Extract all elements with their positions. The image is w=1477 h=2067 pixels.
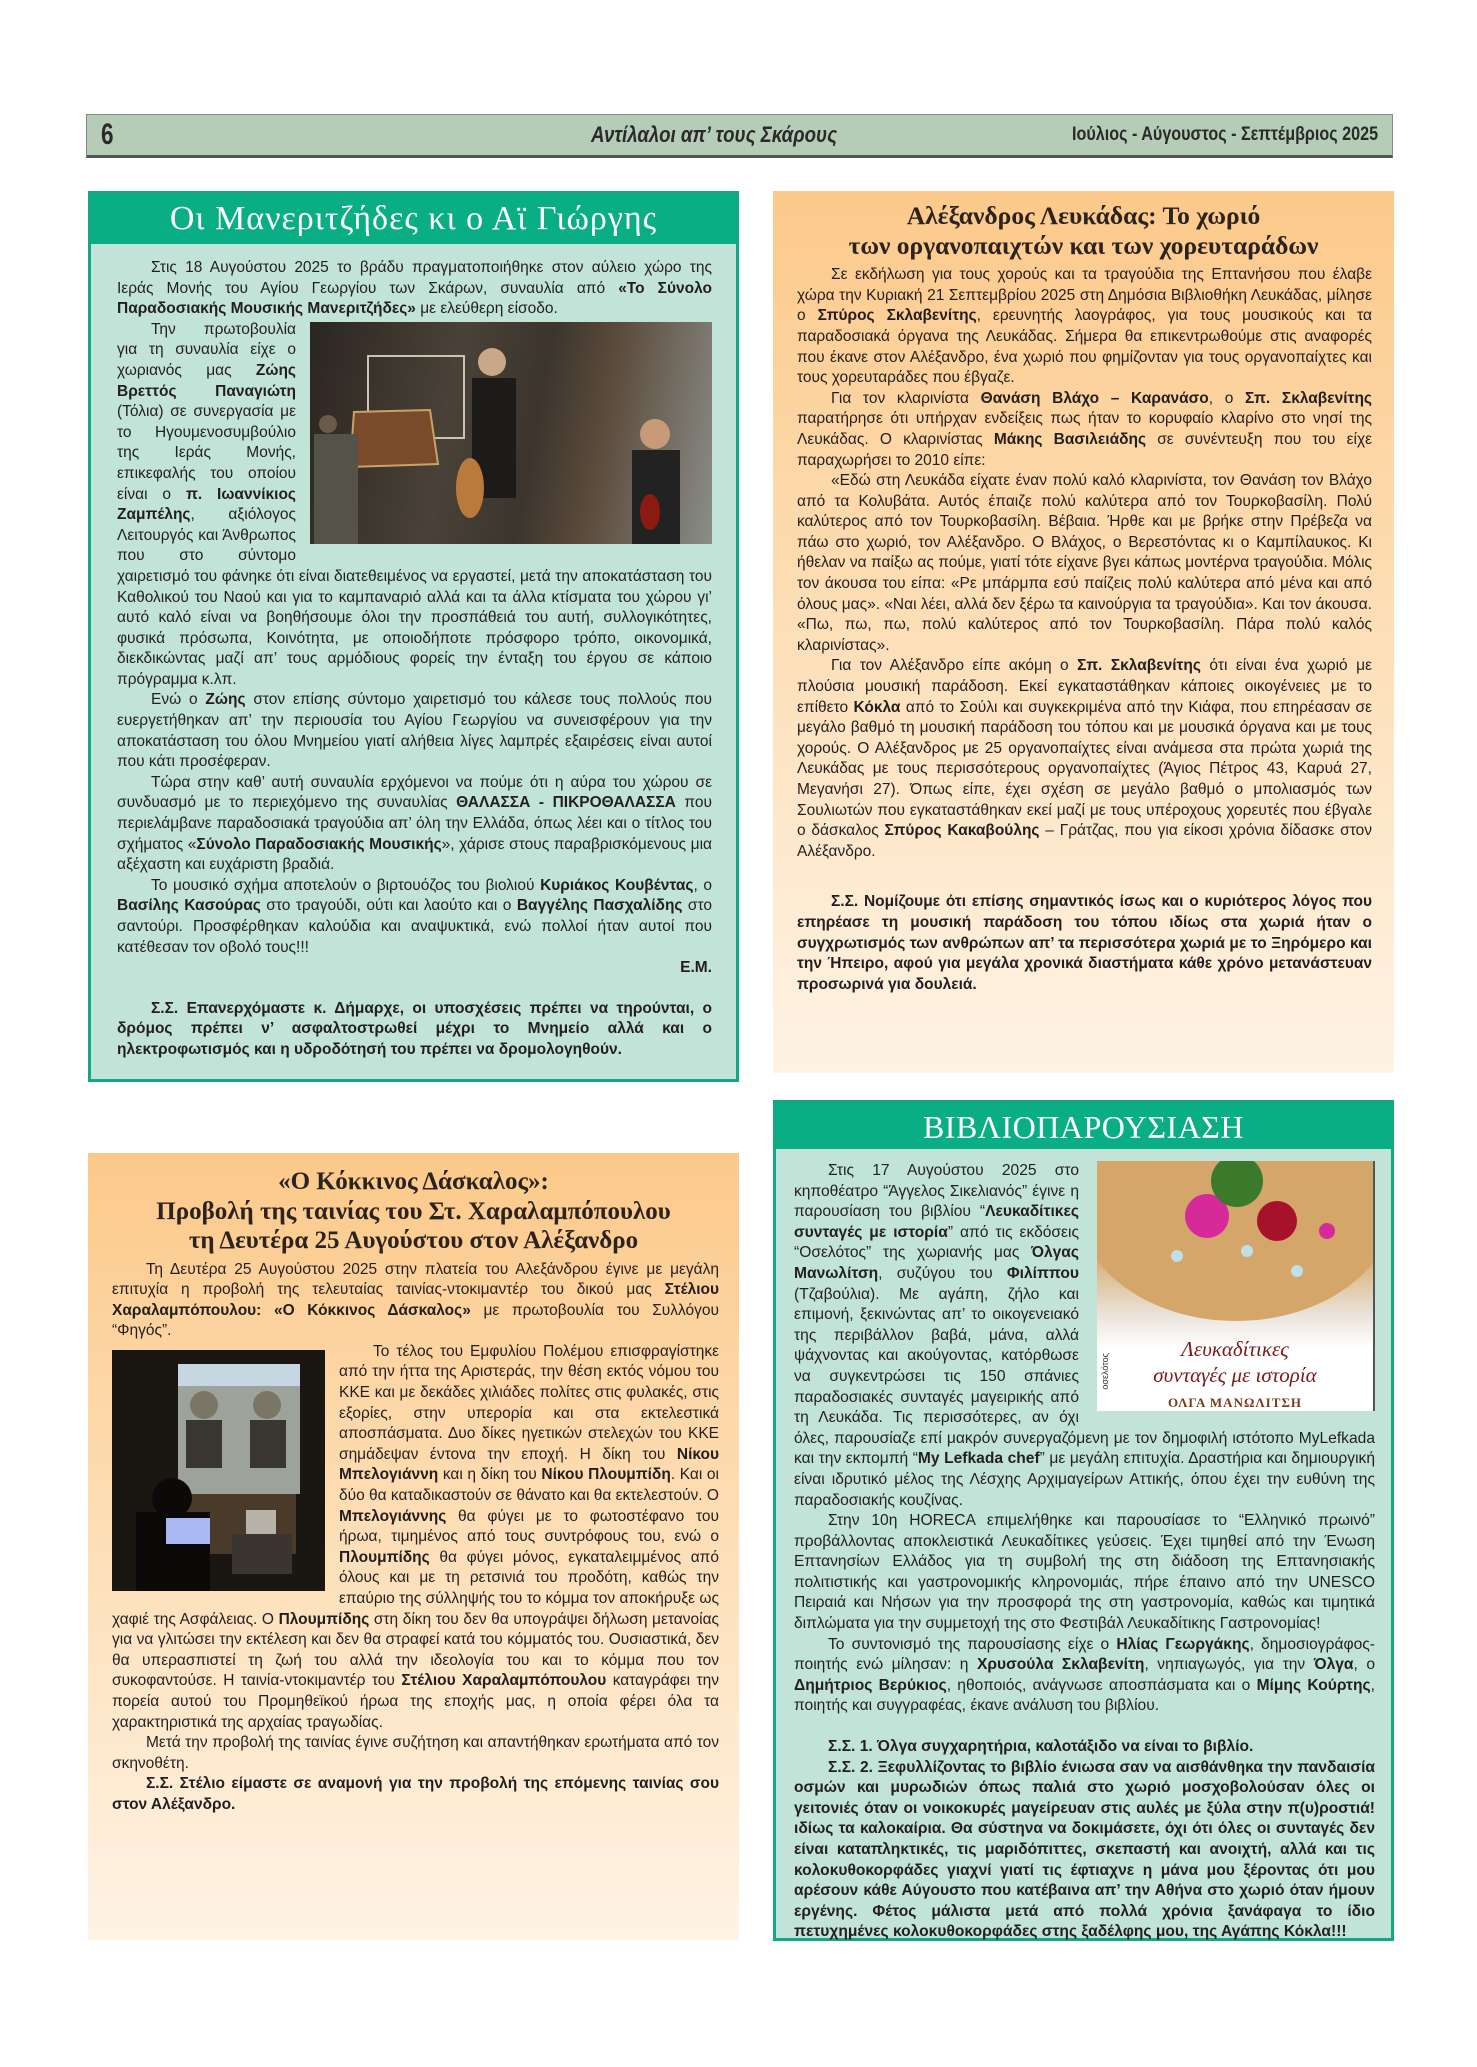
article-title: Οι Μανεριτζήδες κι ο Αϊ Γιώργης xyxy=(91,194,736,244)
editor-note: Σ.Σ. Επανερχόμαστε κ. Δήμαρχε, οι υποσχέσεις πρέπει να τηρούνται, ο δρόμος πρέπει ν’ ασφαλτοστρωθεί μέχρι το Μνημείο αλλά και ο ηλεκτροφωτισμός και η υδροδότησή του πρέπει να δρομολογηθούν. xyxy=(117,999,712,1058)
paragraph: Στις 18 Αυγούστου 2025 το βράδυ πραγματοποιήθηκε στον αύλειο χώρο της Ιεράς Μονής του Αγίου Γεωργίου των Σκάρων, συναυλία από «Το Σύνολο Παραδοσιακής Μουσικής Μανεριτζήδες» με ελεύθερη είσοδο. xyxy=(117,259,712,318)
article-maneritzides xyxy=(88,191,739,1082)
paragraph: Ενώ ο Ζώης στον επίσης σύντομο χαιρετισμό του κάλεσε τους πολλούς που ευεργετήθηκαν απ’ την περιουσία του Αγίου Γεωργίου να συνεισφέρουν για την αποκατάσταση του όλου Μνημείου γιατί αλήθεια λίγες λαμπρές εξαιρέσεις είναι αυτοί που κάτι προσέφεραν. xyxy=(117,691,712,771)
book-cover xyxy=(1097,1161,1375,1411)
article-kokkinos-daskalos xyxy=(88,1153,739,1940)
paragraph: Το μουσικό σχήμα αποτελούν ο βιρτουόζος του βιολιού Κυριάκος Κουβέντας, ο Βασίλης Κασούρας στο τραγούδι, ούτι και λαούτο και ο Βαγγέλης Πασχαλίδης στο σαντούρι. Προσφέρθηκαν καλούδια και αναψυκτικά, ενώ πολλοί ήταν αυτοί που κατέθεσαν τον οβολό τους!!! xyxy=(117,876,713,956)
editor-note: Σ.Σ. 1. Όλγα συγχαρητήρια, καλοτάξιδο να είναι το βιβλίο. xyxy=(828,1738,1254,1756)
book-author: ΟΛΓΑ ΜΑΝΩΛΙΤΣΗ xyxy=(1167,1395,1303,1410)
book-title-line: Λευκαδίτικες xyxy=(1181,1337,1289,1361)
publication-title: Αντίλαλοι απ’ τους Σκάρους xyxy=(591,122,838,147)
paragraph: Για τον Αλέξανδρο είπε ακόμη ο Σπ. Σκλαβενίτης ότι είναι ένα χωριό με πλούσια μουσική παράδοση. Εκεί εγκαταστάθηκαν κάποιες οικογένειες με το επίθετο Κόκλα από το Σούλι και συγκεκριμένα από την Κιάφα, που επηρέασαν σε μεγάλο βαθμό τη μουσική παράδοση του τόπου και με μουσικά όργανα και με τους χορούς. Ο Αλέξανδρος με 25 οργανοπαίχτες είναι ανάμεσα στα πρώτα χωριά της Λευκάδας με τους περισσότερους οργανοπαίχτες (Άγιος Πέτρος 43, Καρυά 27, Μεγανήσι 27). Όπως είπε, έχει σχέση σε μεγάλο βαθμό ο μπολιασμός των Σουλιωτών που εγκαταστάθηκαν εκεί μαζί με τους υπέροχους χορευτές που έβγαλε ο δάσκαλος Σπύρος Κακαβούλης – Γράτζας, που για είκοσι χρόνια δίδασκε στον Αλέξανδρο. xyxy=(797,657,1372,860)
publisher-logo: οσελότος xyxy=(1100,1353,1110,1390)
author-signature: Ε.Μ. xyxy=(680,959,712,977)
article-alexandros-lefkadas xyxy=(773,191,1394,1073)
quote-paragraph: «Εδώ στη Λευκάδα είχατε έναν πολύ καλό κλαρινίστα, τον Θανάση τον Βλάχο από τα Κολυβάτα. Αυτός έπαιζε πολύ καλύτερα από τον Τουρκοβασίλη. Πολύ καλύτερος από τον Τουρκοβασίλη. Βέβαια. Ήρθε και με βρήκε στην Πρέβεζα να πάω στο χωριό, τον Αλέξανδρο. Ο Βλάχος, ο Βερεστόντας κι ο Καμπίλαυκος. Κι ήθελαν να παίξω ας πούμε, γιατί τότε είχανε βγει κάπως μοντέρνα τραγούδια. Μόλις τον άκουσα του είπα: «Ρε μπάρμπα εσύ παίζεις πολύ καλύτερα από μένα και από όλους μας». «Ναι λέει, αλλά δεν ξέρω τα καινούργια τα τραγούδια». Και τον άκουσα. «Πω, πω, πω, πολύ καλύτερος από τον Τουρκοβασίλη. Πάρα πολύ καλός κλαρινίστας». xyxy=(797,472,1372,654)
paragraph: Το συντονισμό της παρουσίασης είχε ο Ηλίας Γεωργάκης, δημοσιογράφος-ποιητής ενώ μίλησαν: η Χρυσούλα Σκλαβενίτη, νηπιαγωγός, για την Όλγα, ο Δημήτριος Βερύκιος, ηθοποιός, ανάγνωσε αποσπάσματα και ο Μίμης Κούρτης, ποιητής και συγγραφέας, έκανε ανάλυση του βιβλίου. xyxy=(794,1635,1376,1715)
page-number: 6 xyxy=(101,118,114,151)
editor-note: Σ.Σ. Νομίζουμε ότι επίσης σημαντικός ίσως και ο κυριότερος λόγος που επηρέασε τη μουσική παράδοση του τόπου ιδίως στα χωριά ήταν ο συγχρωτισμός των ανθρώπων απ’ τα περισσότερα χωριά με το Ξηρόμερο και την Ήπειρο, αφού για μεγάλα χρονικά διαστήματα κάθε χρόνο μετανάστευαν προσωρινά για δουλειά. xyxy=(797,893,1372,993)
paragraph: Το τέλος του Εμφυλίου Πολέμου επισφραγίστηκε από την ήττα της Αριστεράς, την θέση εκτός νόμου του ΚΚΕ και με δεκάδες χιλιάδες πολίτες στις φυλακές, στις εξορίες, στην υπερορία και στα εκτελεστικά αποσπάσματα. Δυο δίκες ηγετικών στελεχών του ΚΚΕ σημάδεψαν έντονα την εποχή. Η δίκη του Νίκου Μπελογιάννη και η δίκη του Νίκου Πλουμπίδη. Και οι δύο θα καταδικαστούν σε θάνατο και θα εκτελεστούν. Ο Μπελογιάννης θα φύγει με το φωτοστέφανο του ήρωα, τιμημένος από τους συντρόφους του, ενώ ο Πλουμπίδης θα φύγει μόνος, εγκαταλειμμένος από όλους και με τη ρετσινιά του προδότη, καθώς την επαύριο της σύλληψής του το κόμμα τον αποκήρυξε ως χαφιέ της Ασφάλειας. Ο Πλουμπίδης στη δίκη του δεν θα υπογράψει δήλωση μετανοίας για να γλιτώσει την εκτέλεση και δεν θα στραφεί κατά του κόμματός του. Ουσιαστικά, δεν θα υπερασπιστεί τη ζωή του αλλά την ιδεολογία του και το κόμμα που τον συκοφαντούσε. Η ταινία-ντοκιμαντέρ του Στέλιου Χαραλαμπόπουλου καταγράφει την πορεία αυτού του Προμηθεϊκού ήρωα της εποχής μας, η οποία φέρει όλα τα χαρακτηριστικά της αρχαίας τραγωδίας. xyxy=(112,1342,719,1731)
article-book-presentation xyxy=(773,1100,1394,1941)
screening-photo xyxy=(112,1350,325,1591)
issue-date: Ιούλιος - Αύγουστος - Σεπτέμβριος 2025 xyxy=(1071,124,1378,145)
article-title-line: Προβολή της ταινίας του Στ. Χαραλαμπόπουλου xyxy=(156,1197,671,1225)
paragraph: Τη Δευτέρα 25 Αυγούστου 2025 στην πλατεία του Αλεξάνδρου έγινε με μεγάλη επιτυχία η προβολή της τελευταίας ταινίας-ντοκιμαντέρ του δικού μας Στέλιου Χαραλαμπόπουλου: «Ο Κόκκινος Δάσκαλος» με πρωτοβουλία του Συλλόγου “Φηγός”. xyxy=(112,1260,719,1340)
paragraph: Για τον κλαρινίστα Θανάση Βλάχο – Καρανάσο, ο Σπ. Σκλαβενίτης παρατήρησε ότι υπήρχαν ενδείξεις πως ήταν το κορυφαίο κλαρίνο στο νησί της Λευκάδας. Ο κλαρινίστας Μάκης Βασιλειάδης σε συνέντευξη που του είχε παραχωρήσει το 2010 είπε: xyxy=(797,389,1372,469)
editor-note: Σ.Σ. Στέλιο είμαστε σε αναμονή για την προβολή της επόμενης ταινίας σου στον Αλέξανδρο. xyxy=(112,1775,719,1813)
editor-note: Σ.Σ. 2. Ξεφυλλίζοντας το βιβλίο ένιωσα σαν να αισθάνθηκα την πανδαισία οσμών και μυρωδιών όπως παλιά στο χωριό μοσχοβολούσαν όλες οι γειτονιές όταν οι νοικοκυρές μαγείρευαν στις αυλές με ξύλα στην π(υ)ροστιά! ιδίως τα καλοκαίρια. Θα σύστηνα να δοκιμάσετε, όχι ότι όλες οι συνταγές δεν είναι καταπληκτικές, τις μαριδόπιττες, σκεπαστή και ανοιχτή, αλλά και τις κολοκυθοκορφάδες γιαχνί γιατί τις έφτιαχνε η μάνα μου ξέροντας ότι μου αρέσουν κάθε Αύγουστο που κατέβαινα απ’ την Αθήνα στο χωριό όταν ήμουν εργένης. Φέτος μάλιστα μετά από πολλά χρόνια ξανάφαγα το ίδιο πετυχημένες κολοκυθοκορφάδες στης ξαδέλφης μου, της Αγάπης Κόκλα!!! xyxy=(794,1758,1375,1941)
musicians-photo xyxy=(310,322,712,544)
page-header xyxy=(86,114,1393,158)
paragraph: Στην 10η HORECA επιμελήθηκε και παρουσίασε το “Ελληνικό πρωινό” προβάλλοντας αποκλειστικά Λευκαδίτικες γεύσεις. Έχει τιμηθεί από την Ένωση Επτανησίων Ελλάδος για τη συμβολή της στη διάδοση της Επτανησιακής πολιτιστικής και γαστρονομικής κληρονομιάς, πήρε έπαινο από την UNESCO Πειραιά και Νήσων για την προσφορά της στη γαστρονομία, καθώς και τιμητικά διπλώματα για την συμμετοχή της στο Φεστιβάλ Λευκαδίτικης Γαστρονομίας! xyxy=(794,1512,1375,1633)
article-title-line: «Ο Κόκκινος Δάσκαλος»: xyxy=(278,1168,549,1195)
article-title-line: των οργανοπαιχτών και των χορευταράδων xyxy=(848,231,1319,261)
paragraph: Μετά την προβολή της ταινίας έγινε συζήτηση και απαντήθηκαν ερωτήματα από τον σκηνοθέτη. xyxy=(112,1734,719,1772)
book-title-line: συνταγές με ιστορία xyxy=(1153,1363,1317,1387)
article-title: ΒΙΒΛΙΟΠΑΡΟΥΣΙΑΣΗ xyxy=(776,1103,1391,1149)
paragraph: Στις 17 Αυγούστου 2025 στο κηποθέατρο “Άγγελος Σικελιανός” έγινε η παρουσίαση του βιβλίου “Λευκαδίτικες συνταγές με ιστορία” από τις εκδόσεις “Οσελότος” της χωριανής μας Όλγας Μανωλίτση, συζύγου του Φιλίππου (Τζαβούλια). Με αγάπη, ζήλο και επιμονή, ξεκινώντας απ’ το οικογενειακό της περιβάλλον βαβά, μάνα, αλλά ψάχνοντας και ακούγοντας, κατόρθωσε να συγκεντρώσει τις 150 σπάνιες παραδοσιακές συνταγές μαγειρικής από τη Λευκάδα. Τις περισσότερες, αν όχι όλες, παρουσίαζε επί μακρόν συνεργαζόμενη με τον δημοφιλή ιστότοπο MyLefkada και την εκπομπή “My Lefkada chef” με μεγάλη επιτυχία. Δραστήρια και δημιουργική είναι ιδρυτικό μέλος της Λέσχης Αρχιμαγείρων Αττικής, όπου έχει την ευθύνη της παραδοσιακής κουζίνας. xyxy=(794,1162,1376,1509)
article-title-line: τη Δευτέρα 25 Αυγούστου στον Αλέξανδρο xyxy=(188,1227,639,1254)
photo-illustration xyxy=(310,322,712,544)
photo-illustration xyxy=(112,1350,325,1591)
cover-illustration xyxy=(1097,1161,1375,1331)
paragraph: Τώρα στην καθ’ αυτή συναυλία ερχόμενοι να πούμε ότι η αύρα του χώρου σε συνδυασμό με το περιεχόμενο της συναυλίας ΘΑΛΑΣΣΑ - ΠΙΚΡΟΘΑΛΑΣΣΑ που περιελάμβανε παραδοσιακά τραγούδια απ’ όλη την Ελλάδα, όπως λέει και ο τίτλος του σχήματος «Σύνολο Παραδοσιακής Μουσικής», χάρισε στους παραβρισκόμενους μια αξέχαστη και ευχάριστη βραδιά. xyxy=(117,773,712,874)
article-title-line: Αλέξανδρος Λευκάδας: Το χωριό xyxy=(906,201,1261,230)
paragraph: Την πρωτοβουλία για τη συναυλία είχε ο χωριανός μας Ζώης Βρεττός Παναγιώτη (Τόλια) σε συνεργασία με το Ηγουμενοσυμβούλιο της Ιεράς Μονής, επικεφαλής του οποίου είναι ο π. Ιωαννίκιος Ζαμπέλης, αξιόλογος Λειτουργός και Άνθρωπος που στο σύντομο χαιρετισμό του φάνηκε ότι είναι διατεθειμένος να εργαστεί, μετά την αποκατάσταση του Καθολικού του Ναού και για το καμπαναριό αλλά και τα άλλα κτίσματα του χώρου γι’ αυτό καλό είναι να βοηθήσουμε όλοι την προσπάθειά του αυτή, συλλογικότητες, φυσικά πρόσωπα, Κοινότητα, με οποιοδήποτε πρόσφορο τρόπο, οικονομικά, διεκδικώντας μαζί απ’ τους αρμόδιους φορείς την ένταξη του έργου σε κάποιο πρόγραμμα κ.λπ. xyxy=(117,320,712,688)
paragraph: Σε εκδήλωση για τους χορούς και τα τραγούδια της Επτανήσου που έλαβε χώρα την Κυριακή 21 Σεπτεμβρίου 2025 στη Δημόσια Βιβλιοθήκη Λευκάδας, μίλησε ο Σπύρος Σκλαβενίτης, ερευνητής λαογράφος, για τους μουσικούς και τα παραδοσιακά όργανα της Λευκάδας. Σήμερα θα επικεντρωθούμε στις αναφορές που έκανε στον Αλέξανδρο, ένα χωριό που φημίζονταν για τους οργανοπαίχτες και τους χορευταράδες που έβγαζε. xyxy=(797,266,1372,387)
